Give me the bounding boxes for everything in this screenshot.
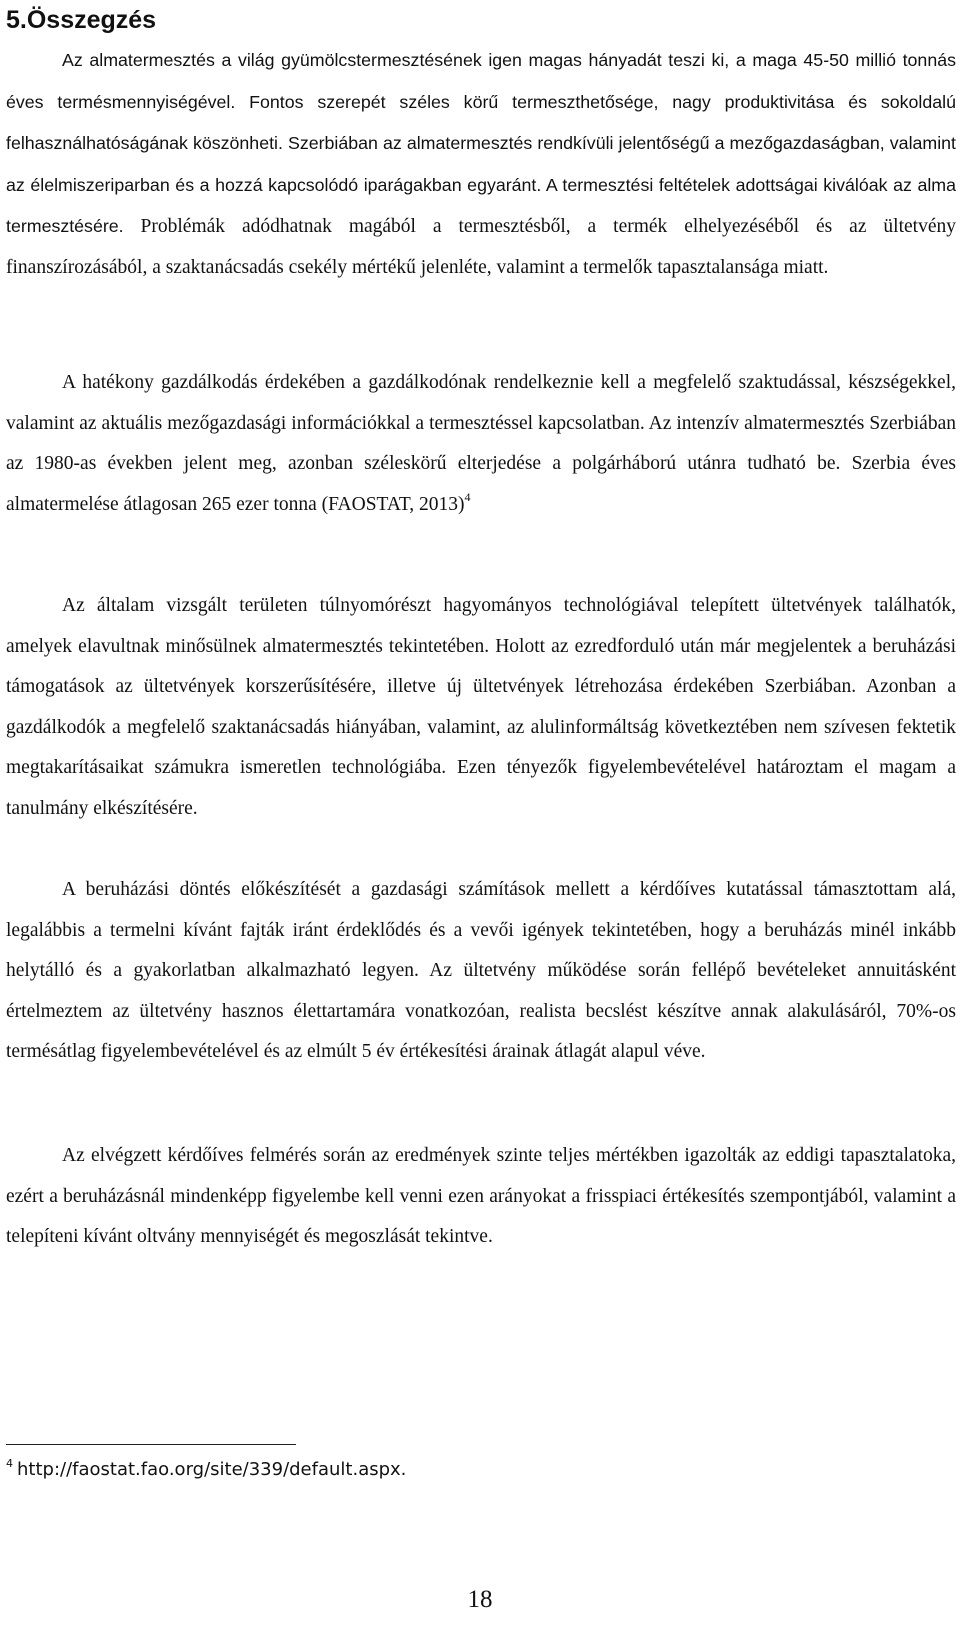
paragraph-2 (6, 363, 956, 525)
paragraph-4: A beruházási döntés előkészítését a gazdasági számítások mellett a kérdőíves kutatással támasztottam alá, legalábbis a termelni kívánt fajták iránt érdeklődés és a vevői igények tekintetében, hogy a beruházás minél inkább helytálló és a gyakorlatban alkalmazható legyen. Az ültetvény működése során fellépő bevételeket annuitásként értelmeztem az ültetvény hasznos élettartamára vonatkozóan, realista becslést készítve annak alakulásáról, 70%-os termésátlag figyelembevételével és az elmúlt 5 év értékesítési árainak átlagát alapul véve. (6, 879, 956, 1062)
paragraph-5: Az elvégzett kérdőíves felmérés során az eredmények szinte teljes mértékben igazolták az eddigi tapasztalatoka, ezért a beruházásnál mindenképp figyelembe kell venni ezen arányokat a frisspiaci értékesítés szempontjából, valamint a telepíteni kívánt oltvány mennyiségét és megoszlását tekintve. (6, 1145, 956, 1247)
paragraph-1 (6, 40, 956, 288)
paragraph-3: Az általam vizsgált területen túlnyomórészt hagyományos technológiával telepített ültetvények találhatók, amelyek elavultnak minősülnek almatermesztés tekintetében. Holott az ezredforduló után már megjelentek a beruházási támogatások az ültetvények korszerűsítésére, illetve új ültetvények létrehozása érdekében Szerbiában. Azonban a gazdálkodók a megfelelő szaktanácsadás hiányában, valamint, az alulinformáltság következtében nem szívesen fektetik megtakarításaikat számukra ismeretlen technológiába. Ezen tényezők figyelembevételével határoztam el magam a tanulmány elkészítésére. (6, 595, 956, 819)
footnote-number: 4 (6, 1457, 13, 1470)
section-heading: 5.Összegzés (6, 6, 157, 34)
footnote-reference: 4 (464, 489, 471, 504)
page-number: 18 (467, 1586, 493, 1613)
footnote-divider (6, 1444, 296, 1445)
paragraph-2-text: A hatékony gazdálkodás érdekében a gazdálkodónak rendelkeznie kell a megfelelő szaktudással, készségekkel, valamint az aktuális mezőgazdasági információkkal a termesztéssel kapcsolatban. Az intenzív almatermesztés Szerbiában az 1980-as években jelent meg, azonban széleskörű elterjedése a polgárháború utánra tudható be. Szerbia éves almatermelése átlagosan 265 ezer tonna (FAOSTAT, 2013) (6, 372, 956, 515)
footnote-link[interactable]: http://faostat.fao.org/site/339/default.aspx. (17, 1459, 407, 1480)
paragraph-1-serif-text: Problémák adódhatnak magából a termesztésből, a termék elhelyezéséből és az ültetvény finanszírozásából, a szaktanácsadás csekély mértékű jelenléte, valamint a termelők tapasztalansága miatt. (6, 216, 956, 278)
paragraph-1-sans-text: Az almatermesztés a világ gyümölcstermesztésének igen magas hányadát teszi ki, a maga 45-50 millió tonnás éves termésmennyiségével. Fontos szerepét széles körű termeszthetősége, nagy produktivitása és sokoldalú felhasználhatóságának köszönheti. Szerbiában az almatermesztés rendkívüli jelentőségű a mezőgazdaságban, valamint az élelmiszeriparban és a hozzá kapcsolódó iparágakban egyaránt. A termesztési feltételek adottságai kiválóak az alma termesztésére. (6, 50, 956, 236)
footnote (6, 1456, 406, 1484)
